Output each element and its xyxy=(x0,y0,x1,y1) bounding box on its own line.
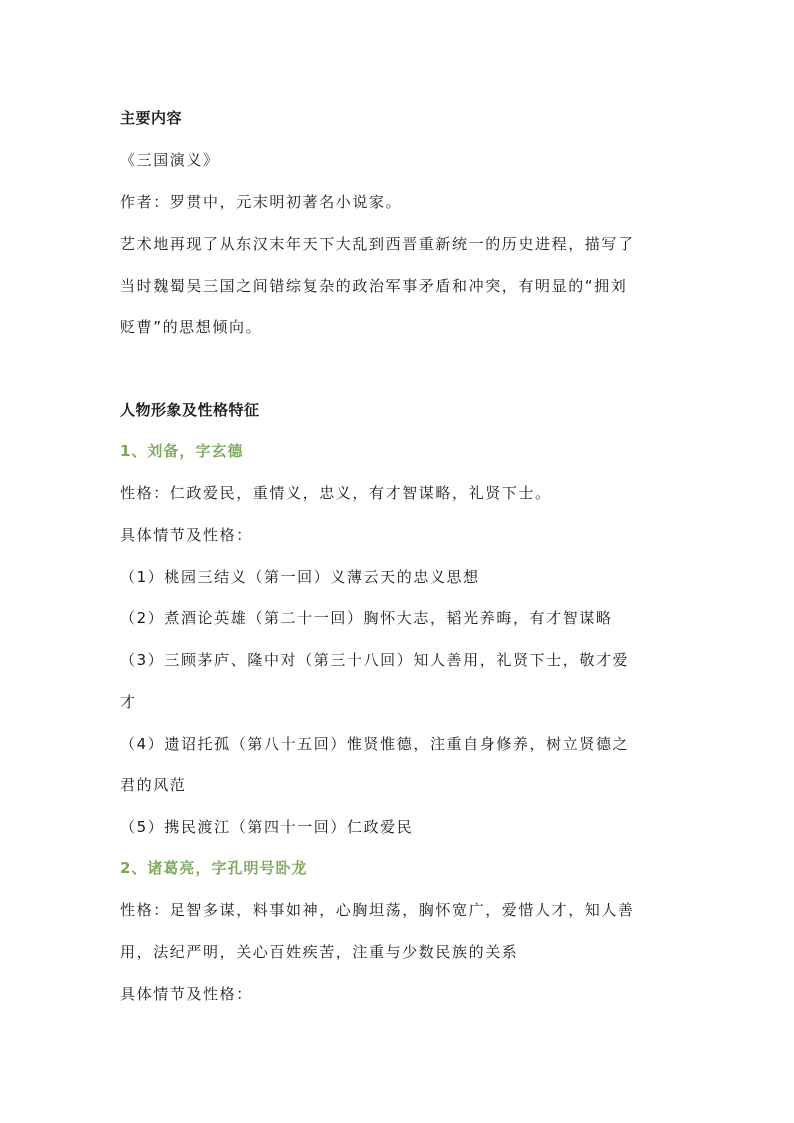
summary-line-2: 当时魏蜀吴三国之间错综复杂的政治军事矛盾和冲突，有明显的“拥刘 xyxy=(120,277,628,295)
plot-item-4-line-1: （4）遗诏托孤（第八十五回）惟贤惟德，注重自身修养，树立贤德之 xyxy=(120,735,630,753)
character-heading-zhugeliang: 2、诸葛亮，字孔明号卧龙 xyxy=(120,859,308,877)
plot-item-1: （1）桃园三结义（第一回）义薄云天的忠义思想 xyxy=(120,568,480,586)
summary-line-1: 艺术地再现了从东汉末年天下大乱到西晋重新统一的历史进程，描写了 xyxy=(120,235,635,253)
section-heading-characters: 人物形象及性格特征 xyxy=(120,401,260,419)
plot-item-2: （2）煮酒论英雄（第二十一回）胸怀大志，韬光养晦，有才智谋略 xyxy=(120,609,613,627)
plot-item-5: （5）携民渡江（第四十一回）仁政爱民 xyxy=(120,818,414,836)
plots-label-liubei: 具体情节及性格： xyxy=(120,526,253,544)
book-title: 《三国演义》 xyxy=(120,151,220,169)
section-heading-main-content: 主要内容 xyxy=(120,109,183,127)
character-traits-liubei: 性格：仁政爱民，重情义，忠义，有才智谋略，礼贤下士。 xyxy=(120,484,552,502)
plots-label-zhugeliang: 具体情节及性格： xyxy=(120,985,253,1003)
plot-item-4-line-2: 君的风范 xyxy=(120,776,187,794)
character-heading-liubei: 1、刘备，字玄德 xyxy=(120,442,244,460)
character-traits-zhugeliang-line-1: 性格：足智多谋，料事如神，心胸坦荡，胸怀宽广，爱惜人才，知人善 xyxy=(120,901,635,919)
summary-line-3: 贬曹”的思想倾向。 xyxy=(120,318,263,336)
plot-item-3-line-2: 才 xyxy=(120,693,137,711)
plot-item-3-line-1: （3）三顾茅庐、隆中对（第三十八回）知人善用，礼贤下士，敬才爱 xyxy=(120,651,630,669)
character-traits-zhugeliang-line-2: 用，法纪严明，关心百姓疾苦，注重与少数民族的关系 xyxy=(120,943,519,961)
author-line: 作者：罗贯中，元末明初著名小说家。 xyxy=(120,193,403,211)
